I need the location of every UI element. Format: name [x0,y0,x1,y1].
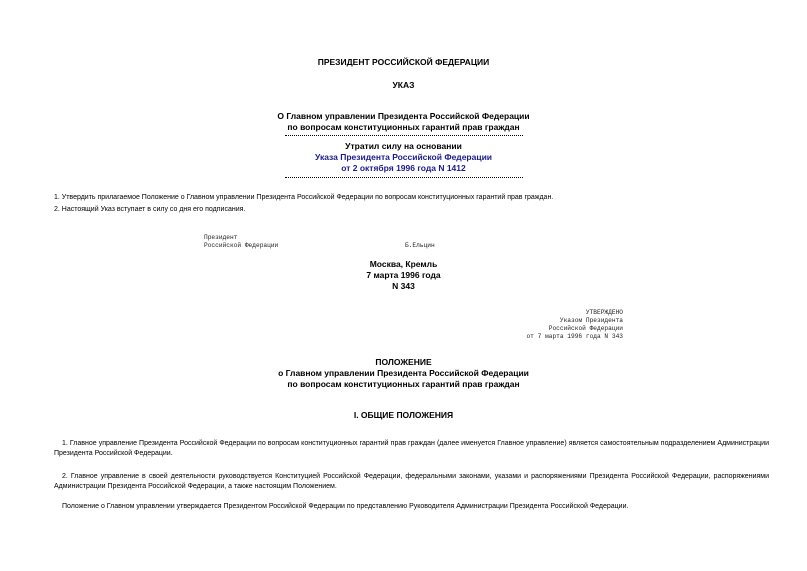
approved-line-3: Российской Федерации [548,325,623,332]
paragraph-2: 2. Главное управление в своей деятельности руководствуется Конституцией Российской Федерации, федеральными законами, указами и распоряжениями Президента Российской Федерации, распоряжениями Администрации Президента Российской Федерации, а также настоящим Положением. [54,473,769,490]
bottom-divider [285,177,523,178]
signature-role-line-1: Президент [204,234,238,241]
repeal-notice: Утратил силу на основании [345,141,462,151]
decree-item-1: 1. Утвердить прилагаемое Положение о Главном управлении Президента Российской Федерации по вопросам конституционных гарантий прав граждан. [54,194,554,201]
paragraph-1: 1. Главное управление Президента Российской Федерации по вопросам конституционных гарантий прав граждан (далее именуется Главное управление) является самостоятельным подразделением Администрации Президента Российской Федерации. [54,440,769,457]
decree-number: N 343 [392,281,415,291]
top-divider [285,135,523,136]
regulation-title-line-1: о Главном управлении Президента Российской Федерации [278,368,529,378]
repeal-link-line-2[interactable]: от 2 октября 1996 года N 1412 [341,163,466,173]
paragraph-3: Положение о Главном управлении утверждается Президентом Российской Федерации по представлению Руководителя Администрации Президента Российской Федерации. [62,503,629,510]
repeal-link-line-1[interactable]: Указа Президента Российской Федерации [314,152,493,162]
regulation-heading: ПОЛОЖЕНИЕ [375,357,432,367]
signing-date: 7 марта 1996 года [366,270,441,280]
approved-line-1: УТВЕРЖДЕНО [585,309,623,316]
signing-place: Москва, Кремль [369,259,438,269]
decree-item-2: 2. Настоящий Указ вступает в силу со дня его подписания. [54,206,246,213]
decree-title-line-1: О Главном управлении Президента Российской Федерации [277,111,530,121]
signature-name: Б.Ельцин [405,242,435,249]
decree-title-line-2: по вопросам конституционных гарантий прав граждан [287,122,520,132]
document-type: УКАЗ [392,80,415,90]
issuer-heading: ПРЕЗИДЕНТ РОССИЙСКОЙ ФЕДЕРАЦИИ [317,57,490,67]
section-heading: I. ОБЩИЕ ПОЛОЖЕНИЯ [353,410,454,420]
regulation-title-line-2: по вопросам конституционных гарантий прав граждан [287,379,520,389]
signature-role-line-2: Российской Федерации [204,242,279,249]
approved-line-4: от 7 марта 1996 года N 343 [526,333,623,340]
approved-line-2: Указом Президента [559,317,623,324]
